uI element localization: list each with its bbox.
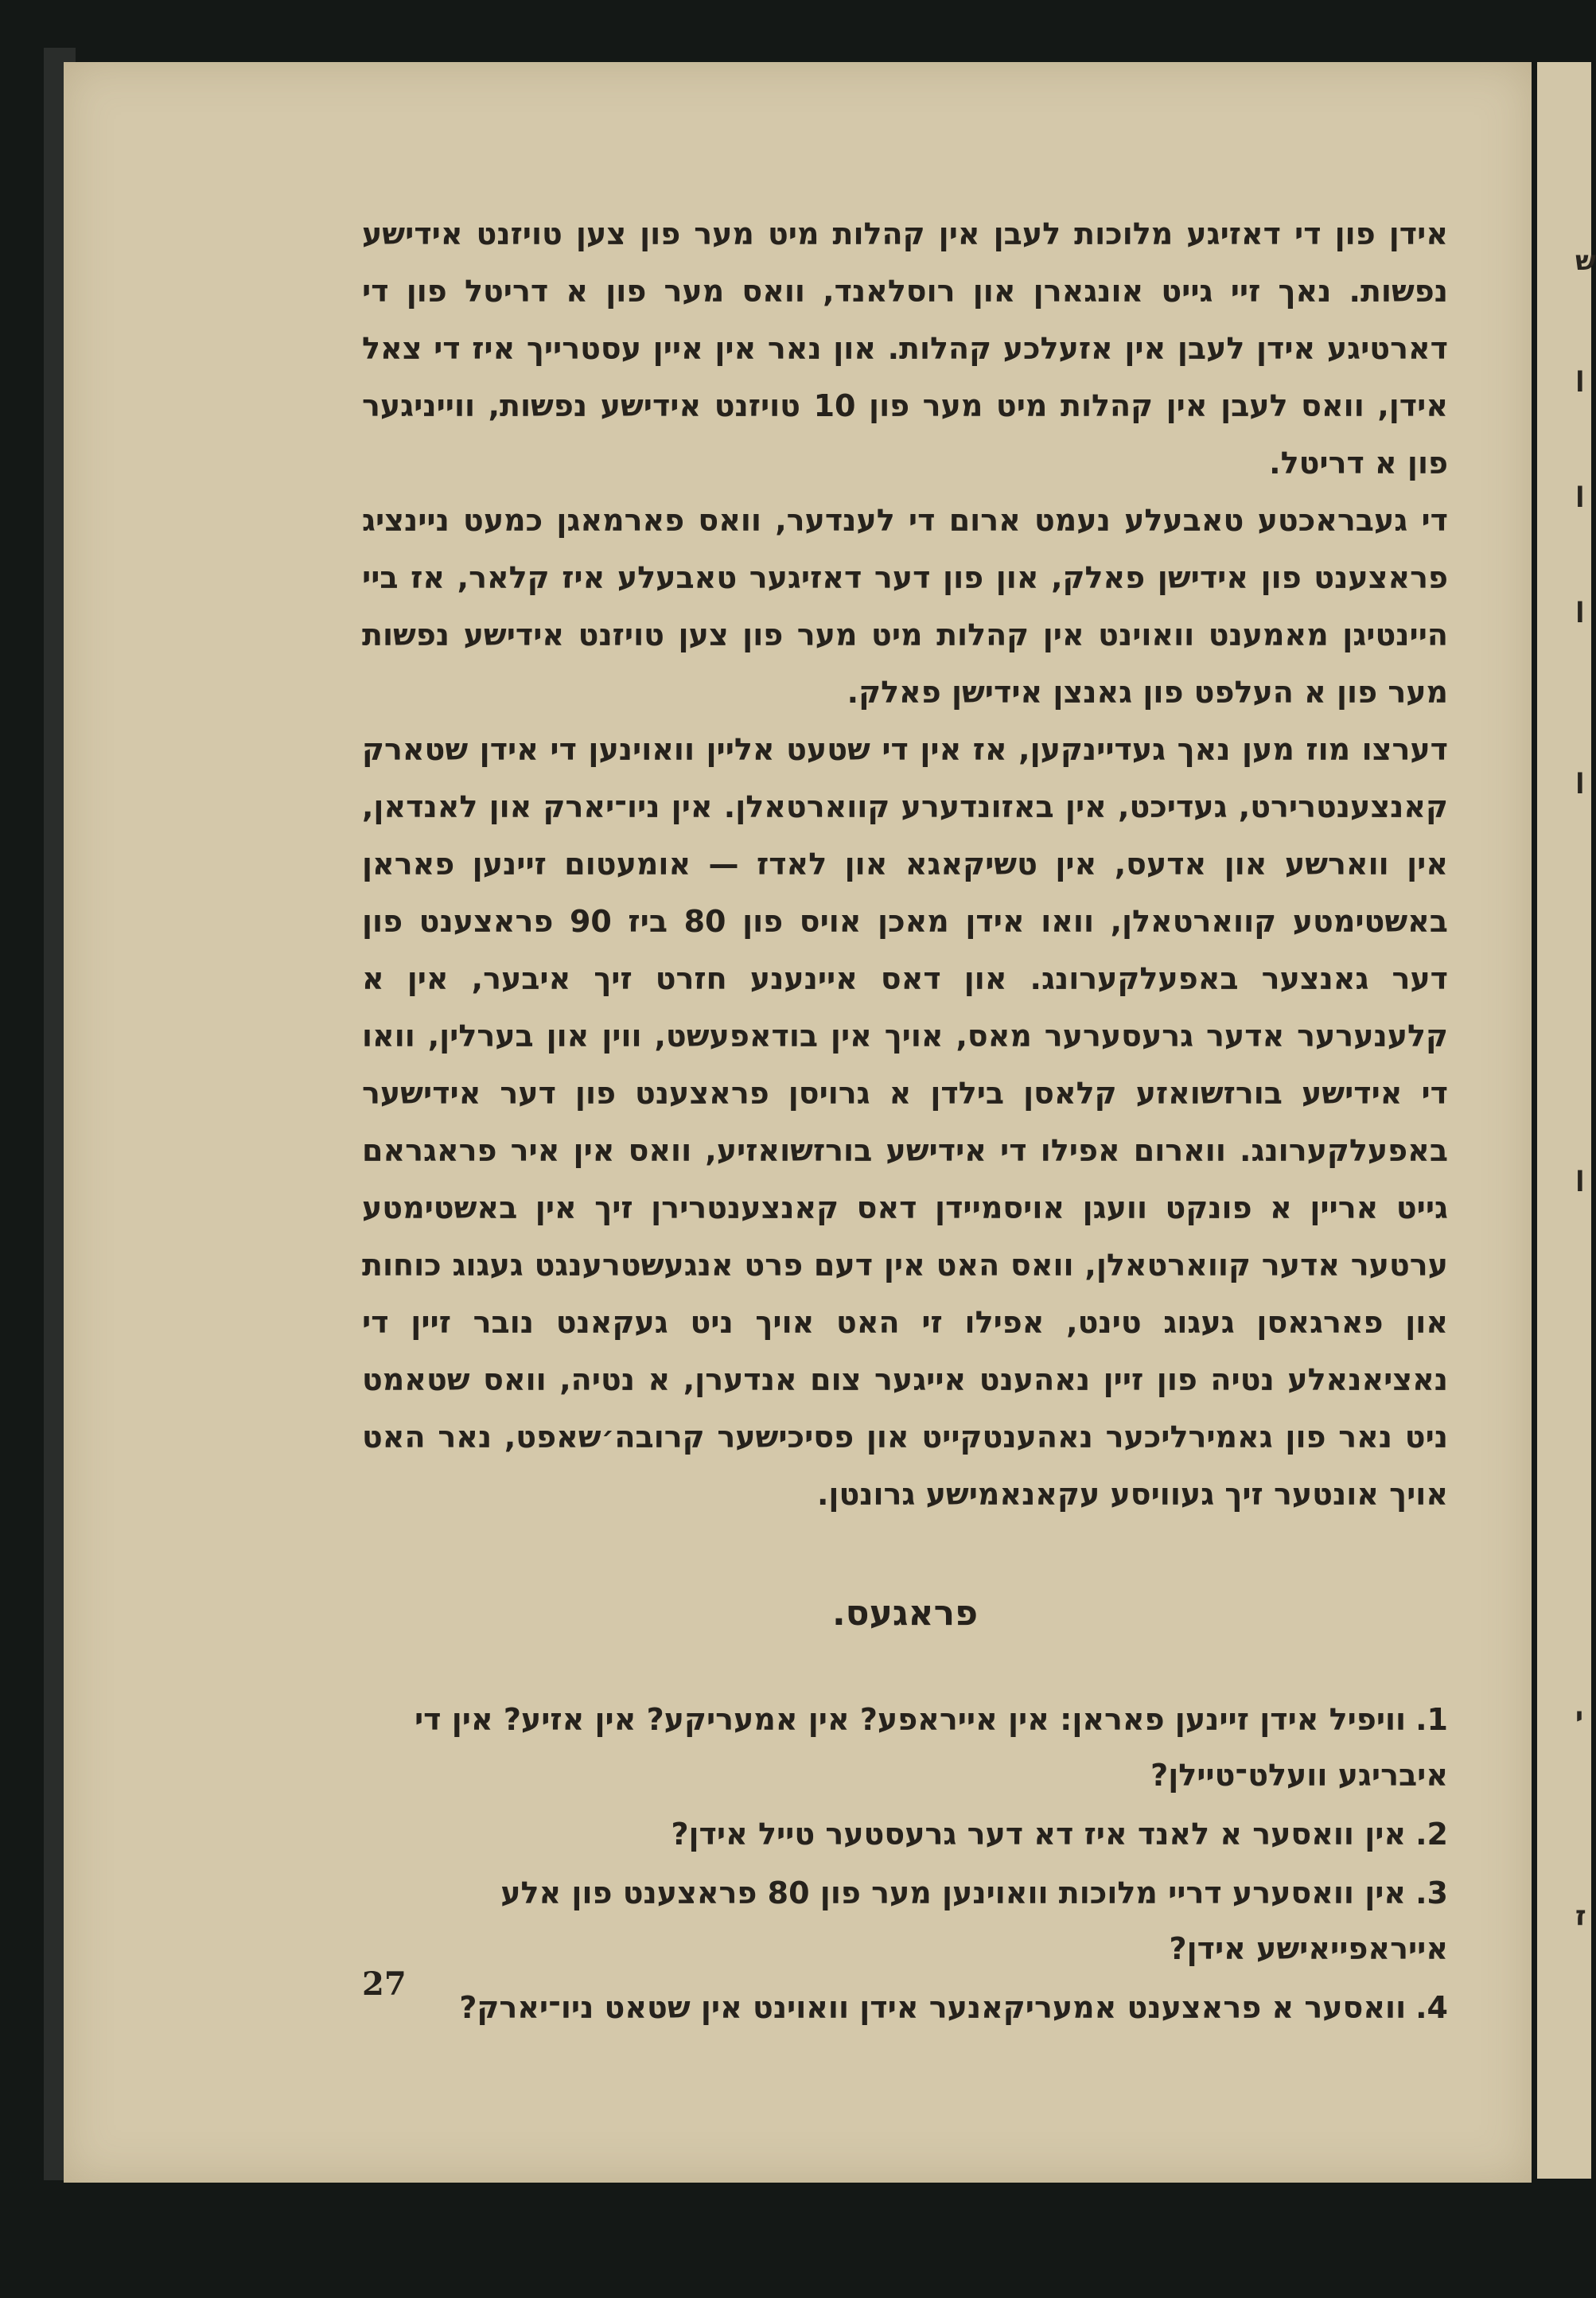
question-item — [362, 1865, 1448, 1977]
question-item — [362, 1806, 1448, 1862]
question-number: 2. — [1415, 1817, 1448, 1852]
questions-heading: פראגעס. — [831, 1593, 979, 1634]
question-number: 1. — [1415, 1702, 1448, 1737]
page-number: 27 — [362, 1965, 407, 2003]
facing-page-glyph: ן — [1575, 476, 1585, 508]
paragraph: דערצו מוז מען נאך געדיינקען, אז אין די שטעט אליין וואוינען די אידן שטארק קאנצענטרירט, געדיכט, אין באזונדערע קווארטאלן. אין ניו־יארק און לאנדאן, אין ווארשע און אדעס, אין טשיקאגא און לאדז — אומעטום זיינען פאראן באשטימטע קווארטאלן, וואו אידן מאכן אויס פון 80 ביז 90 פראצענט פון דער גאנצער באפעלקערונג. און דאס איינענע חזרט זיך איבער, אין א קלענערער אדער גרעסערער מאס, אויך אין בודאפעשט, ווין און בערלין, וואו די אידישע בורזשואזע קלאסן בילדן א גרויסן פראצענט פון דער אידישער באפעלקערונג. ווארום אפילו די אידישע בורזשואזיע, וואס אין איר פראגראם גייט אריין א פונקט וועגן אויסמיידן דאס קאנצענטרירן זיך אין באשטימטע ערטער אדער קווארטאלן, וואס האט אין דעם פרט אנגעשטרענגט געגוג כוחות און פארגאסן געגוג טינט, אפילו זי האט אויך ניט געקאנט נובר זיין די נאציאנאלע נטיה פון זיין נאהענט אייגער צום אנדערן, א נטיה, וואס שטאמט ניט נאר פון גאמירליכער נאהענטקייט און פסיכישער קרובה׳שאפט, נאר האט אויך אונטער זיך געוויסע עקאנאמישע גרונטן. — [362, 732, 1448, 1512]
paragraph: אידן פון די דאזיגע מלוכות לעבן אין קהלות מיט מער פון צען טויזנט אידישע נפשות. נאך זיי גייט אונגארן און רוסלאנד, וואס מער פון א דריטל פון די דארטיגע אידן לעבן אין אזעלכע קהלות. און נאר אין איין עסטרייך איז די צאל אידן, וואס לעבן אין קהלות מיט מער פון 10 טויזנט אידישע נפשות, ווייניגער פון א דריטל. — [362, 216, 1448, 481]
question-text: וואסער א פראצענט אמעריקאנער אידן וואוינט אין שטאט ניו־יארק? — [459, 1990, 1407, 2025]
question-text: אין וואסערע דריי מלוכות וואוינען מער פון 80 פראצענט פון אלע אייראפייאישע אידן? — [500, 1875, 1448, 1966]
facing-page-glyph: ן — [1575, 591, 1585, 623]
question-text: אין וואסער א לאנד איז דא דער גרעסטער טייל אידן? — [671, 1817, 1407, 1852]
facing-page-glyph: ן — [1575, 360, 1585, 392]
facing-page-glyph: ן — [1575, 1160, 1585, 1192]
question-item — [362, 1692, 1448, 1803]
question-number: 4. — [1415, 1990, 1448, 2025]
facing-page-glyph: ז — [1575, 1900, 1586, 1932]
question-number: 3. — [1415, 1875, 1448, 1910]
question-item — [362, 1980, 1448, 2035]
questions-list — [362, 1692, 1448, 2035]
facing-page-glyph: ן — [1575, 762, 1585, 794]
facing-page-edge — [1537, 62, 1596, 2179]
facing-page-glyph: י — [1575, 1701, 1584, 1733]
question-text: וויפיל אידן זיינען פאראן: אין אייראפע? אין אמעריקע? אין אזיע? אין די איבריגע וועלט־טיילן? — [414, 1702, 1448, 1793]
facing-page-glyph: ש — [1575, 245, 1596, 277]
paragraph: די געבראכטע טאבעלע נעמט ארום די לענדער, וואס פארמאגן כמעט ניינציג פראצענט פון אידישן פאלק, און פון דער דאזיגער טאבעלע איז קלאר, אז ביי היינטיגן מאמענט וואוינט אין קהלות מיט מער פון צען טויזנט אידישע נפשות מער פון א העלפט פון גאנצן אידישן פאלק. — [362, 503, 1448, 710]
page-text — [362, 205, 1448, 2039]
